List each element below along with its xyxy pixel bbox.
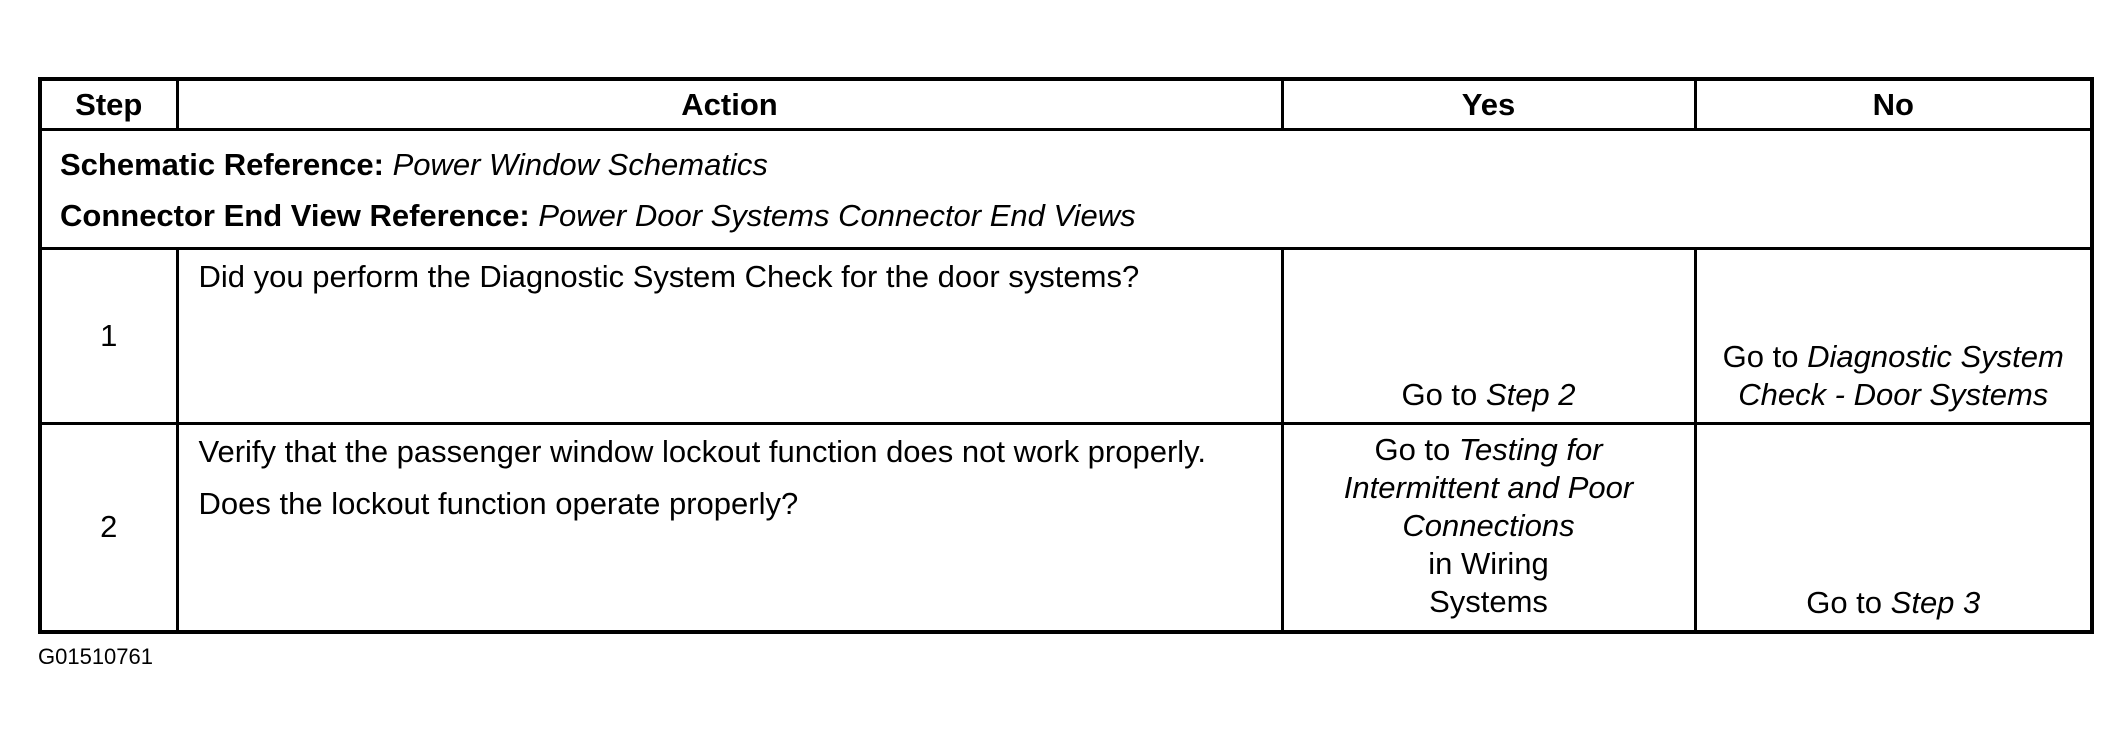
action-text: Verify that the passenger window lockout function does not work properly. <box>198 434 1206 469</box>
yes-link: Step 2 <box>1485 377 1576 412</box>
reference-cell <box>40 130 2092 249</box>
connector-reference-value: Power Door Systems Connector End Views <box>538 198 1136 233</box>
action-cell <box>177 249 1282 424</box>
no-link: Step 3 <box>1890 584 1981 620</box>
action-question: Does the lockout function operate properly? <box>198 486 799 521</box>
yes-cell <box>1282 249 1695 424</box>
action-cell <box>177 424 1282 632</box>
diagnostic-table <box>38 77 2094 634</box>
yes-suffix: in Wiring Systems <box>1428 546 1549 619</box>
reference-row <box>40 130 2092 249</box>
figure-id: G01510761 <box>38 644 153 669</box>
yes-cell <box>1282 424 1695 632</box>
schematic-reference-value: Power Window Schematics <box>392 147 768 182</box>
step-number: 1 <box>40 249 177 424</box>
header-no: No <box>1695 79 2092 130</box>
header-step: Step <box>40 79 177 130</box>
yes-prefix: Go to <box>1401 377 1478 412</box>
connector-reference <box>60 190 2072 241</box>
yes-prefix: Go to <box>1374 432 1451 467</box>
header-yes: Yes <box>1282 79 1695 130</box>
no-link: Diagnostic System Check - Door Systems <box>1738 339 2064 412</box>
step-row-2 <box>40 424 2092 632</box>
no-prefix: Go to <box>1806 584 1883 620</box>
no-cell <box>1695 424 2092 632</box>
step-row-1 <box>40 249 2092 424</box>
schematic-reference-label: Schematic Reference: <box>60 147 384 182</box>
header-action: Action <box>177 79 1282 130</box>
connector-reference-label: Connector End View Reference: <box>60 198 530 233</box>
no-cell <box>1695 249 2092 424</box>
schematic-reference <box>60 139 2072 190</box>
no-prefix: Go to <box>1722 339 1799 374</box>
action-text: Did you perform the Diagnostic System Check for the door systems? <box>198 259 1140 294</box>
yes-link: Testing for Intermittent and Poor Connections <box>1343 432 1634 543</box>
step-number: 2 <box>40 424 177 632</box>
header-row <box>40 79 2092 130</box>
